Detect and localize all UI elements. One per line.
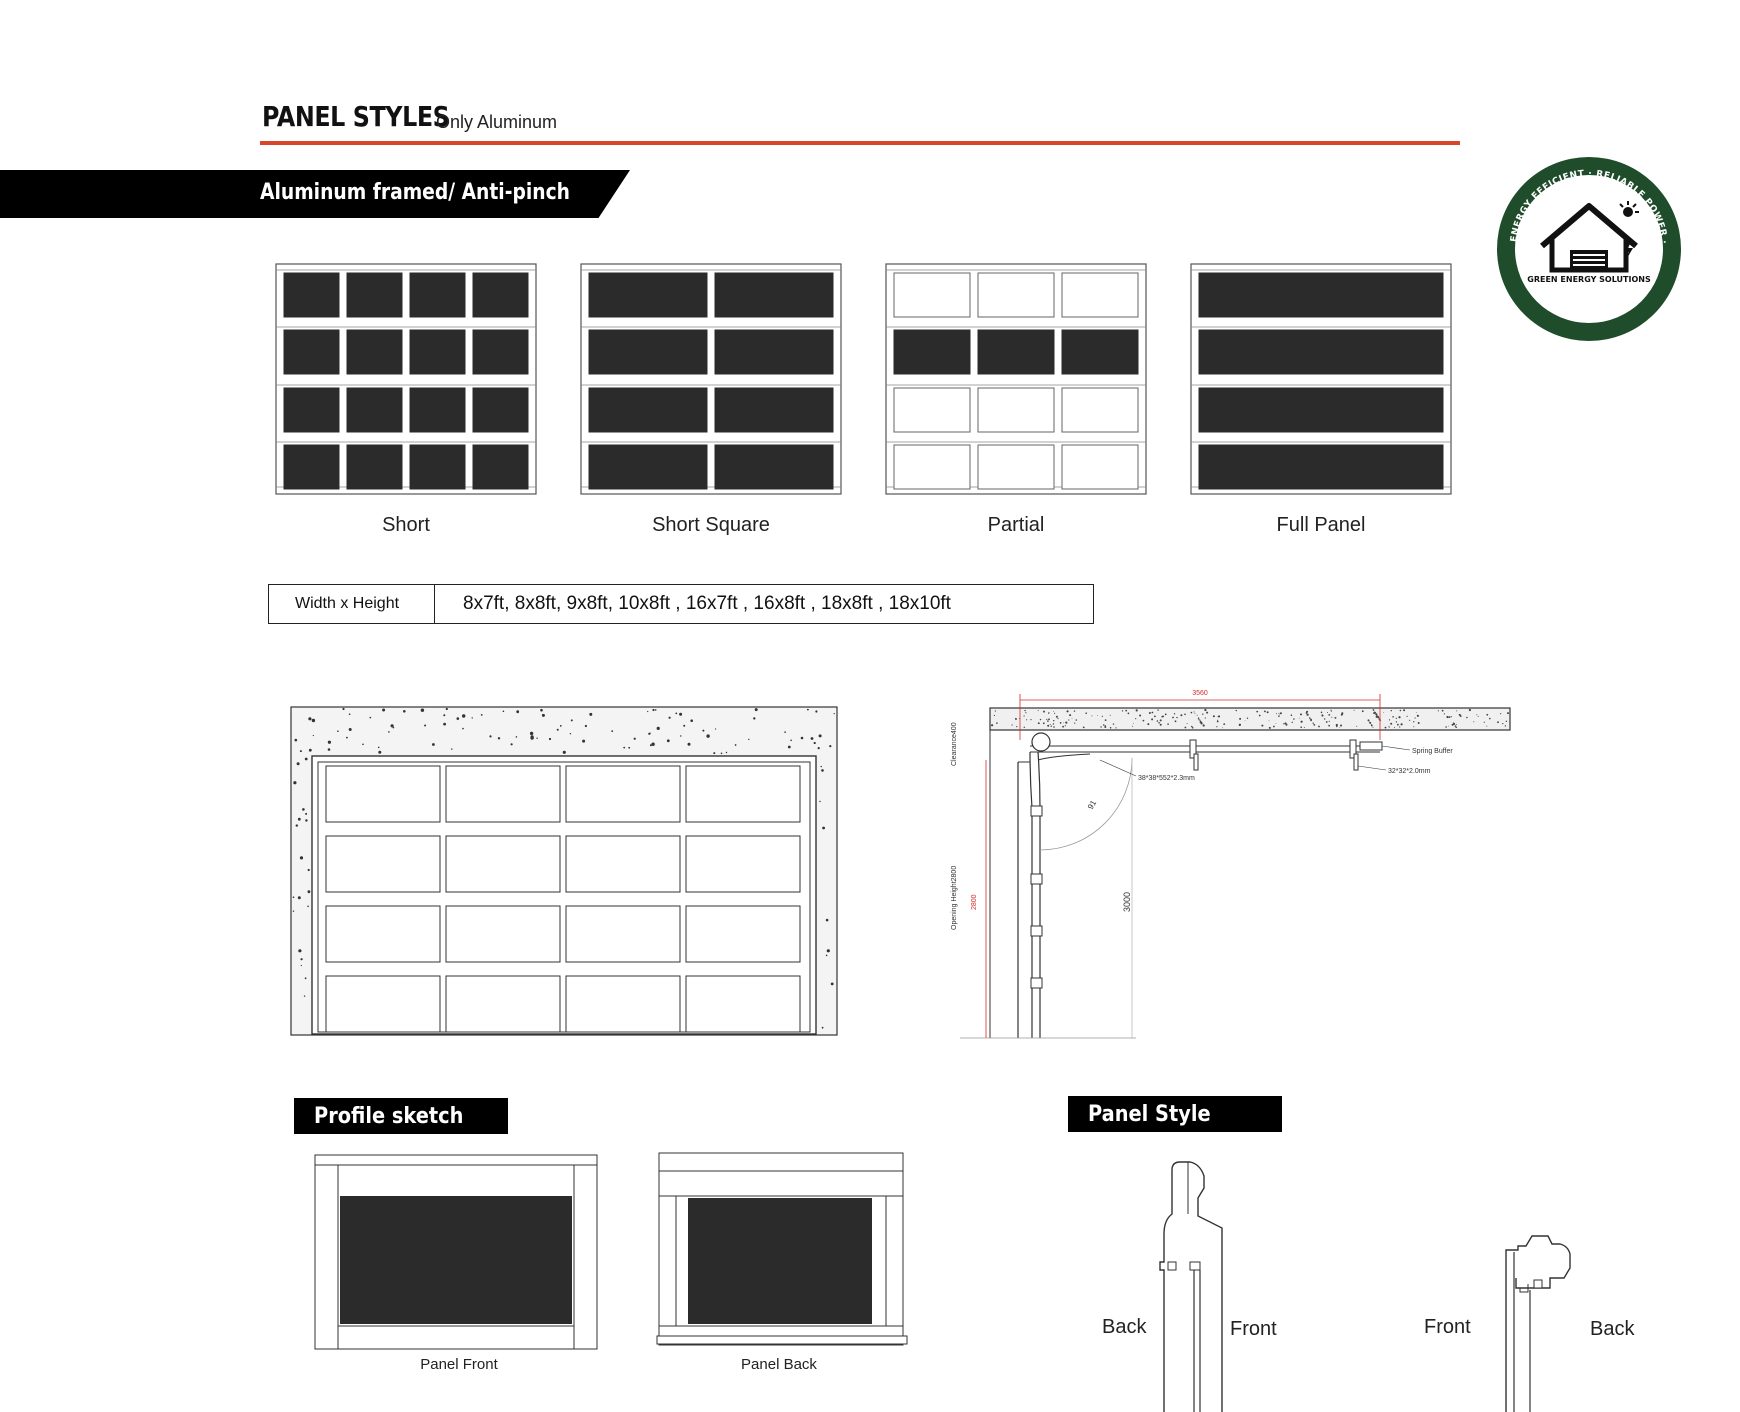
spring-buffer-label: Spring Buffer [1412, 748, 1453, 755]
panel-profile-right [1494, 1232, 1594, 1412]
door-glass-panel [715, 445, 833, 489]
elevation-glass-panel [326, 766, 440, 822]
badge-arc-text: ENERGY EFFICIENT · RELIABLE POWER · GREEN & LOW-CARBON [1488, 147, 1670, 249]
door-glass-panel [1199, 330, 1443, 374]
page-subtitle: Only Aluminum [436, 112, 558, 132]
size-table-value: 8x7ft, 8x8ft, 9x8ft, 10x8ft , 16x7ft , 16x8ft , 18x8ft , 18x10ft [463, 593, 951, 614]
panel-style-heading [1068, 1096, 1282, 1132]
door-glass-panel [473, 388, 528, 432]
door-glass-panel [978, 445, 1054, 489]
profile-sketch-heading-text: Profile sketch [314, 1103, 464, 1129]
door-glass-panel [284, 445, 339, 489]
door-style-thumbnails [0, 0, 1740, 520]
badge-name: GREEN ENERGY SOLUTIONS [1527, 275, 1651, 284]
elevation-glass-panel [446, 766, 560, 822]
elevation-glass-panel [566, 906, 680, 962]
size-table [268, 584, 1094, 624]
elevation-glass-panel [566, 836, 680, 892]
elevation-glass-panel [446, 976, 560, 1032]
elevation-glass-panel [566, 976, 680, 1032]
panel-profile-left [1150, 1158, 1250, 1412]
style-label-partial: Partial [987, 514, 1045, 536]
door-glass-panel [347, 388, 402, 432]
door-glass-panel [410, 330, 465, 374]
door-glass-panel [473, 330, 528, 374]
elevation-glass-panel [326, 836, 440, 892]
style-label-short-square: Short Square [652, 514, 770, 536]
door-glass-panel [978, 330, 1054, 374]
dim-angle: 91 [1085, 798, 1099, 811]
door-glass-panel [894, 330, 970, 374]
door-glass-panel [1062, 273, 1138, 317]
door-glass-panel [1062, 445, 1138, 489]
dim-3000: 3000 [1122, 891, 1132, 912]
door-glass-panel [473, 273, 528, 317]
panel-front-sketch [314, 1154, 598, 1350]
door-glass-panel [978, 273, 1054, 317]
door-glass-panel [894, 445, 970, 489]
elevation-glass-panel [446, 836, 560, 892]
door-glass-panel [1199, 445, 1443, 489]
door-glass-panel [410, 388, 465, 432]
door-glass-panel [410, 445, 465, 489]
panel-back-label: Panel Back [741, 1356, 817, 1373]
door-glass-panel [894, 388, 970, 432]
panel-front-label: Panel Front [420, 1356, 498, 1373]
door-glass-panel [1199, 273, 1443, 317]
left-profile-back-label: Back [1102, 1316, 1147, 1338]
door-glass-panel [284, 330, 339, 374]
track-spec-2: 32*32*2.0mm [1388, 768, 1431, 775]
door-glass-panel [715, 388, 833, 432]
elevation-glass-panel [686, 976, 800, 1032]
door-glass-panel [589, 330, 707, 374]
right-profile-back-label: Back [1590, 1318, 1635, 1340]
panel-back-sketch [656, 1152, 908, 1350]
elevation-glass-panel [686, 836, 800, 892]
elevation-glass-panel [326, 906, 440, 962]
door-glass-panel [589, 445, 707, 489]
panel-style-heading-text: Panel Style [1088, 1101, 1211, 1127]
profile-sketch-heading [294, 1098, 508, 1134]
door-glass-panel [284, 273, 339, 317]
door-elevation-drawing [290, 706, 840, 1038]
door-glass-panel [347, 330, 402, 374]
elevation-glass-panel [566, 766, 680, 822]
side-section-drawing [940, 680, 1520, 1040]
style-label-short: Short [382, 514, 430, 536]
left-profile-front-label: Front [1230, 1318, 1277, 1340]
door-glass-panel [410, 273, 465, 317]
door-glass-panel [978, 388, 1054, 432]
door-glass-panel [473, 445, 528, 489]
track-spec-1: 38*38*552*2.3mm [1138, 775, 1195, 782]
door-glass-panel [715, 330, 833, 374]
elevation-glass-panel [686, 906, 800, 962]
page-title: PANEL STYLES [262, 100, 450, 133]
door-glass-panel [715, 273, 833, 317]
door-glass-panel [589, 388, 707, 432]
right-profile-front-label: Front [1424, 1316, 1471, 1338]
door-glass-panel [347, 273, 402, 317]
dim-top: 3560 [1192, 690, 1208, 697]
door-glass-panel [1199, 388, 1443, 432]
door-glass-panel [1062, 330, 1138, 374]
category-banner-text: Aluminum framed/ Anti-pinch [260, 180, 570, 205]
door-glass-panel [347, 445, 402, 489]
size-table-label: Width x Height [269, 585, 435, 623]
dim-opening-height: Opening Height2800 [951, 865, 958, 930]
elevation-glass-panel [446, 906, 560, 962]
elevation-glass-panel [686, 766, 800, 822]
elevation-glass-panel [326, 976, 440, 1032]
door-glass-panel [589, 273, 707, 317]
dim-clearance: Clearance400 [951, 722, 958, 766]
door-glass-panel [894, 273, 970, 317]
dim-2800: 2800 [971, 894, 978, 910]
door-glass-panel [1062, 388, 1138, 432]
door-glass-panel [284, 388, 339, 432]
style-label-full-panel: Full Panel [1276, 514, 1366, 536]
